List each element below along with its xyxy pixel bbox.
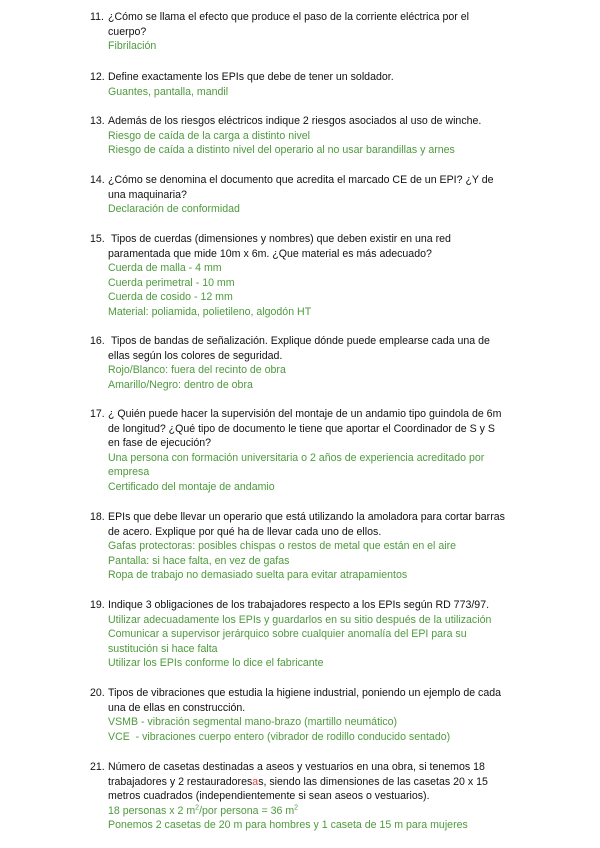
- answer-line: Guantes, pantalla, mandil: [108, 85, 229, 98]
- superscript: 2: [195, 804, 200, 812]
- question-line: Además de los riesgos eléctricos indique 2 riesgos asociados al uso de winche.: [108, 115, 482, 127]
- answer-line: Riesgo de caída de la carga a distinto nivel: [108, 129, 310, 142]
- question-14: [90, 173, 520, 217]
- superscript: 2: [294, 804, 299, 812]
- question-line: Indique 3 obligaciones de los trabajadores respecto a los EPIs según RD 773/97.: [108, 599, 490, 611]
- answer-line: Rojo/Blanco: fuera del recinto de obra: [108, 364, 286, 377]
- highlighted-char: a: [252, 775, 259, 788]
- question-line: de acero. Explique por qué ha de llevar cada uno de ellos.: [108, 525, 382, 538]
- question-line: una de ellas en construcción.: [108, 701, 246, 714]
- question-20: [90, 686, 520, 744]
- answer-line: Gafas protectoras: posibles chispas o restos de metal que están en el aire: [108, 540, 457, 553]
- answer-line: [108, 804, 520, 819]
- question-19: [90, 598, 520, 671]
- answer-line: Pantalla: si hace falta, en vez de gafas: [108, 554, 290, 567]
- question-number: 12.: [90, 71, 105, 83]
- answer-block: [90, 715, 520, 744]
- answer-line: Cuerda perimetral - 10 mm: [108, 276, 235, 289]
- answer-block: [90, 261, 520, 319]
- answer-line: Certificado del montaje de andamio: [108, 480, 275, 493]
- answer-block: [90, 804, 520, 833]
- question-line: cuerpo?: [108, 25, 147, 38]
- question-11: [90, 10, 520, 54]
- question-line: Tipos de bandas de señalización. Explique dónde puede emplearse cada una de: [108, 335, 490, 347]
- answer-line: Cuerda de cosido - 12 mm: [108, 291, 233, 304]
- answer-text: /por persona = 36 m: [199, 804, 295, 817]
- answer-line: Ropa de trabajo no demasiado suelta para evitar atrapamientos: [108, 569, 408, 582]
- question-number: 20.: [90, 687, 105, 699]
- answer-line: Ponemos 2 casetas de 20 m para hombres y 1 caseta de 15 m para mujeres: [108, 819, 468, 832]
- answer-line: Material: poliamida, polietileno, algodón HT: [108, 305, 312, 318]
- answer-block: [90, 451, 520, 495]
- question-line: ¿ Quién puede hacer la supervisión del montaje de un andamio tipo guindola de 6m: [108, 408, 502, 420]
- question-18: [90, 510, 520, 583]
- answer-line: Riesgo de caída a distinto nivel del operario al no usar barandillas y arnes: [108, 144, 455, 157]
- answer-text: 18 personas x 2 m: [108, 804, 196, 817]
- answer-line: Cuerda de malla - 4 mm: [108, 262, 222, 275]
- answer-line: Utilizar los EPIs conforme lo dice el fabricante: [108, 657, 324, 670]
- question-line: [108, 775, 488, 790]
- question-line: EPIs que debe llevar un operario que está utilizando la amoladora para cortar barras: [108, 511, 505, 523]
- question-number: 17.: [90, 408, 105, 420]
- question-line: Tipos de cuerdas (dimensiones y nombres) que deben existir en una red: [108, 233, 451, 245]
- question-text: trabajadores y 2 restauradores: [108, 775, 253, 788]
- question-21: [90, 760, 520, 833]
- question-line: una maquinaria?: [108, 188, 187, 201]
- question-number: 19.: [90, 599, 105, 611]
- question-number: 18.: [90, 511, 105, 523]
- answer-line: empresa: [108, 466, 150, 479]
- answer-block: [90, 363, 520, 392]
- answer-line: VSMB - vibración segmental mano-brazo (martillo neumático): [108, 716, 398, 729]
- question-line: ¿Cómo se denomina el documento que acredita el marcado CE de un EPI? ¿Y de: [108, 174, 494, 186]
- question-number: 21.: [90, 761, 105, 773]
- question-line: metros cuadrados (independientemente si sean aseos o vestuarios).: [108, 790, 430, 803]
- question-number: 16.: [90, 335, 105, 347]
- answer-block: [90, 613, 520, 671]
- answer-line: sustitución si hace falta: [108, 642, 218, 655]
- answer-line: Utilizar adecuadamente los EPIs y guardarlos en su sitio después de la utilización: [108, 613, 492, 626]
- question-17: [90, 407, 520, 495]
- question-line: de longitud? ¿Qué tipo de documento le tiene que aportar el Coordinador de S y S: [108, 422, 495, 435]
- answer-line: Declaración de conformidad: [108, 203, 240, 216]
- answer-block: [90, 202, 520, 217]
- answer-block: [90, 39, 520, 54]
- question-16: [90, 334, 520, 392]
- answer-block: [90, 129, 520, 158]
- question-number: 15.: [90, 233, 105, 245]
- answer-block: [90, 539, 520, 583]
- question-15: [90, 232, 520, 320]
- answer-line: Fibrilación: [108, 40, 157, 53]
- question-number: 14.: [90, 174, 105, 186]
- question-line: Tipos de vibraciones que estudia la higiene industrial, poniendo un ejemplo de cada: [108, 687, 502, 699]
- question-number: 11.: [90, 11, 104, 23]
- answer-line: Una persona con formación universitaria o 2 años de experiencia acreditado por: [108, 451, 485, 464]
- answer-line: Amarillo/Negro: dentro de obra: [108, 378, 253, 391]
- answer-block: [90, 85, 520, 100]
- question-line: en fase de ejecución?: [108, 437, 212, 450]
- question-text: s, siendo las dimensiones de las casetas 20 x 15: [258, 775, 488, 788]
- question-line: Número de casetas destinadas a aseos y vestuarios en una obra, si tenemos 18: [108, 761, 485, 773]
- question-line: ellas según los colores de seguridad.: [108, 349, 283, 362]
- question-line: Define exactamente los EPIs que debe de tener un soldador.: [108, 71, 394, 83]
- answer-line: Comunicar a supervisor jerárquico sobre cualquier anomalía del EPI para su: [108, 628, 467, 641]
- question-12: [90, 70, 520, 99]
- question-line: ¿Cómo se llama el efecto que produce el paso de la corriente eléctrica por el: [108, 11, 469, 23]
- question-line: paramentada que mide 10m x 6m. ¿Que material es más adecuado?: [108, 247, 432, 260]
- question-13: [90, 114, 520, 158]
- question-number: 13.: [90, 115, 105, 127]
- answer-line: VCE - vibraciones cuerpo entero (vibrador de rodillo conducido sentado): [108, 730, 451, 743]
